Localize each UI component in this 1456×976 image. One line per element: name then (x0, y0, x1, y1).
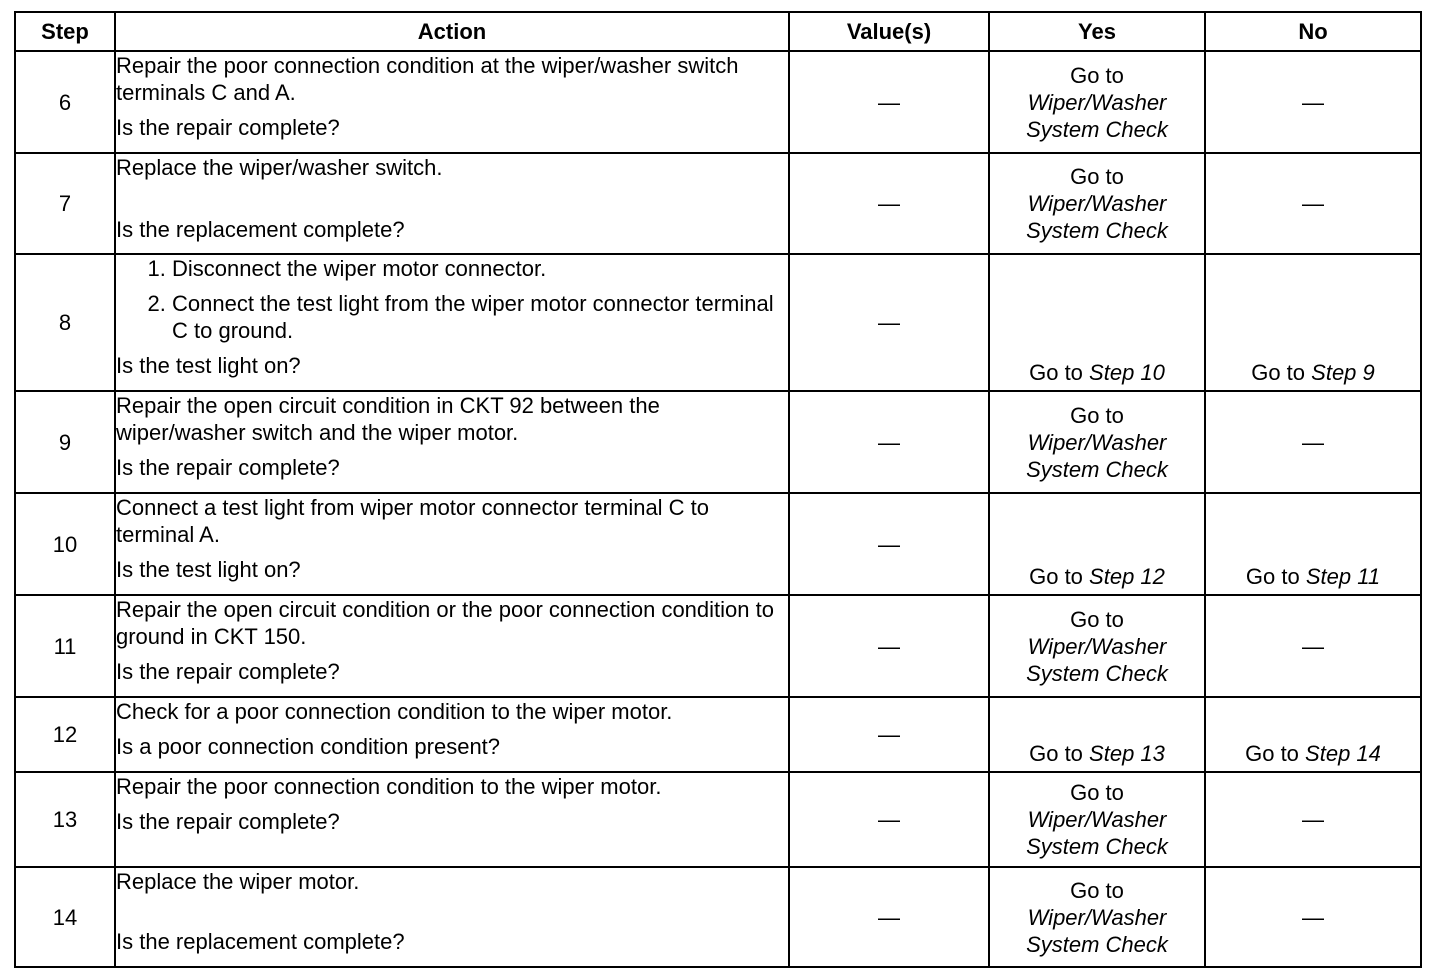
action-question: Is the repair complete? (116, 455, 340, 480)
action-question: Is the replacement complete? (116, 929, 405, 954)
value-cell: — (789, 595, 989, 697)
value-cell: — (789, 493, 989, 595)
header-action: Action (115, 12, 789, 51)
table-row (15, 391, 1421, 493)
action-cell (115, 867, 789, 967)
no-cell: — (1205, 153, 1421, 254)
no-link[interactable]: Step 14 (1305, 741, 1381, 766)
yes-prefix: Go to (1029, 741, 1083, 766)
no-cell: — (1205, 772, 1421, 867)
list-item: 2. Connect the test light from the wiper motor connector terminal C to ground. (172, 290, 788, 344)
yes-prefix: Go to (1070, 402, 1124, 428)
yes-cell (989, 867, 1205, 967)
header-yes: Yes (989, 12, 1205, 51)
action-cell (115, 595, 789, 697)
step-number: 9 (15, 391, 115, 493)
action-cell (115, 51, 789, 153)
yes-cell (989, 493, 1205, 595)
yes-cell (989, 772, 1205, 867)
step-number: 6 (15, 51, 115, 153)
step-number: 12 (15, 697, 115, 772)
action-question: Is a poor connection condition present? (116, 734, 501, 759)
action-question: Is the test light on? (116, 557, 301, 582)
yes-link[interactable]: Step 13 (1089, 741, 1165, 766)
header-values: Value(s) (789, 12, 989, 51)
yes-link[interactable]: Step 12 (1089, 564, 1165, 589)
header-step: Step (15, 12, 115, 51)
yes-link[interactable]: Wiper/Washer System Check (1026, 807, 1168, 859)
action-text: Replace the wiper motor. (116, 869, 360, 894)
step-number: 7 (15, 153, 115, 254)
action-text: Repair the poor connection condition at the wiper/washer switch terminals C and A. (116, 53, 739, 105)
action-cell (115, 153, 789, 254)
table-row (15, 595, 1421, 697)
no-prefix: Go to (1245, 564, 1300, 589)
action-text: Repair the open circuit condition or the poor connection condition to ground in CKT 150. (116, 597, 774, 649)
action-text: Connect a test light from wiper motor connector terminal C to terminal A. (116, 495, 710, 547)
action-cell (115, 254, 789, 391)
table-row (15, 697, 1421, 772)
no-cell: — (1205, 51, 1421, 153)
no-link[interactable]: Step 9 (1311, 360, 1375, 385)
value-cell: — (789, 51, 989, 153)
diagnostic-table (14, 11, 1422, 968)
yes-prefix: Go to (1070, 606, 1124, 632)
table-row (15, 153, 1421, 254)
action-steps-list (116, 255, 788, 344)
no-cell (1205, 493, 1421, 595)
yes-prefix: Go to (1029, 360, 1083, 385)
value-cell: — (789, 697, 989, 772)
yes-cell (989, 391, 1205, 493)
step-number: 8 (15, 254, 115, 391)
no-cell: — (1205, 867, 1421, 967)
yes-link[interactable]: Wiper/Washer System Check (1026, 191, 1168, 243)
action-cell (115, 391, 789, 493)
yes-link[interactable]: Wiper/Washer System Check (1026, 429, 1168, 482)
no-link[interactable]: Step 11 (1305, 564, 1381, 589)
action-question: Is the test light on? (116, 353, 301, 378)
action-cell (115, 772, 789, 867)
action-text: Replace the wiper/washer switch. (116, 155, 443, 180)
yes-cell (989, 254, 1205, 391)
action-text: Repair the open circuit condition in CKT 92 between the wiper/washer switch and the wiper motor. (116, 393, 660, 445)
action-question: Is the repair complete? (116, 659, 340, 684)
table-row (15, 51, 1421, 153)
no-cell (1205, 697, 1421, 772)
yes-link[interactable]: Wiper/Washer System Check (1026, 633, 1168, 686)
no-cell: — (1205, 391, 1421, 493)
step-number: 14 (15, 867, 115, 967)
action-cell (115, 493, 789, 595)
no-cell: — (1205, 595, 1421, 697)
value-cell: — (789, 153, 989, 254)
action-question: Is the repair complete? (116, 809, 340, 834)
table-row (15, 867, 1421, 967)
yes-prefix: Go to (1070, 164, 1124, 189)
yes-prefix: Go to (1029, 564, 1083, 589)
no-prefix: Go to (1245, 741, 1299, 766)
value-cell: — (789, 254, 989, 391)
action-text: Repair the poor connection condition to the wiper motor. (116, 774, 662, 799)
yes-link[interactable]: Step 10 (1089, 360, 1165, 385)
value-cell: — (789, 867, 989, 967)
action-question: Is the repair complete? (116, 115, 340, 140)
yes-link[interactable]: Wiper/Washer System Check (1026, 89, 1168, 142)
header-row (15, 12, 1421, 51)
table-row (15, 772, 1421, 867)
yes-cell (989, 51, 1205, 153)
header-no: No (1205, 12, 1421, 51)
table-row (15, 493, 1421, 595)
yes-prefix: Go to (1070, 62, 1124, 88)
value-cell: — (789, 772, 989, 867)
yes-cell (989, 153, 1205, 254)
yes-link[interactable]: Wiper/Washer System Check (1026, 904, 1168, 957)
list-item: 1. Disconnect the wiper motor connector. (172, 255, 788, 282)
yes-cell (989, 697, 1205, 772)
action-cell (115, 697, 789, 772)
action-text: Check for a poor connection condition to the wiper motor. (116, 699, 673, 724)
table-row (15, 254, 1421, 391)
yes-prefix: Go to (1070, 877, 1124, 903)
step-number: 13 (15, 772, 115, 867)
no-cell (1205, 254, 1421, 391)
yes-prefix: Go to (1070, 780, 1124, 805)
step-number: 10 (15, 493, 115, 595)
step-number: 11 (15, 595, 115, 697)
action-question: Is the replacement complete? (116, 217, 405, 242)
no-prefix: Go to (1251, 360, 1306, 385)
value-cell: — (789, 391, 989, 493)
yes-cell (989, 595, 1205, 697)
